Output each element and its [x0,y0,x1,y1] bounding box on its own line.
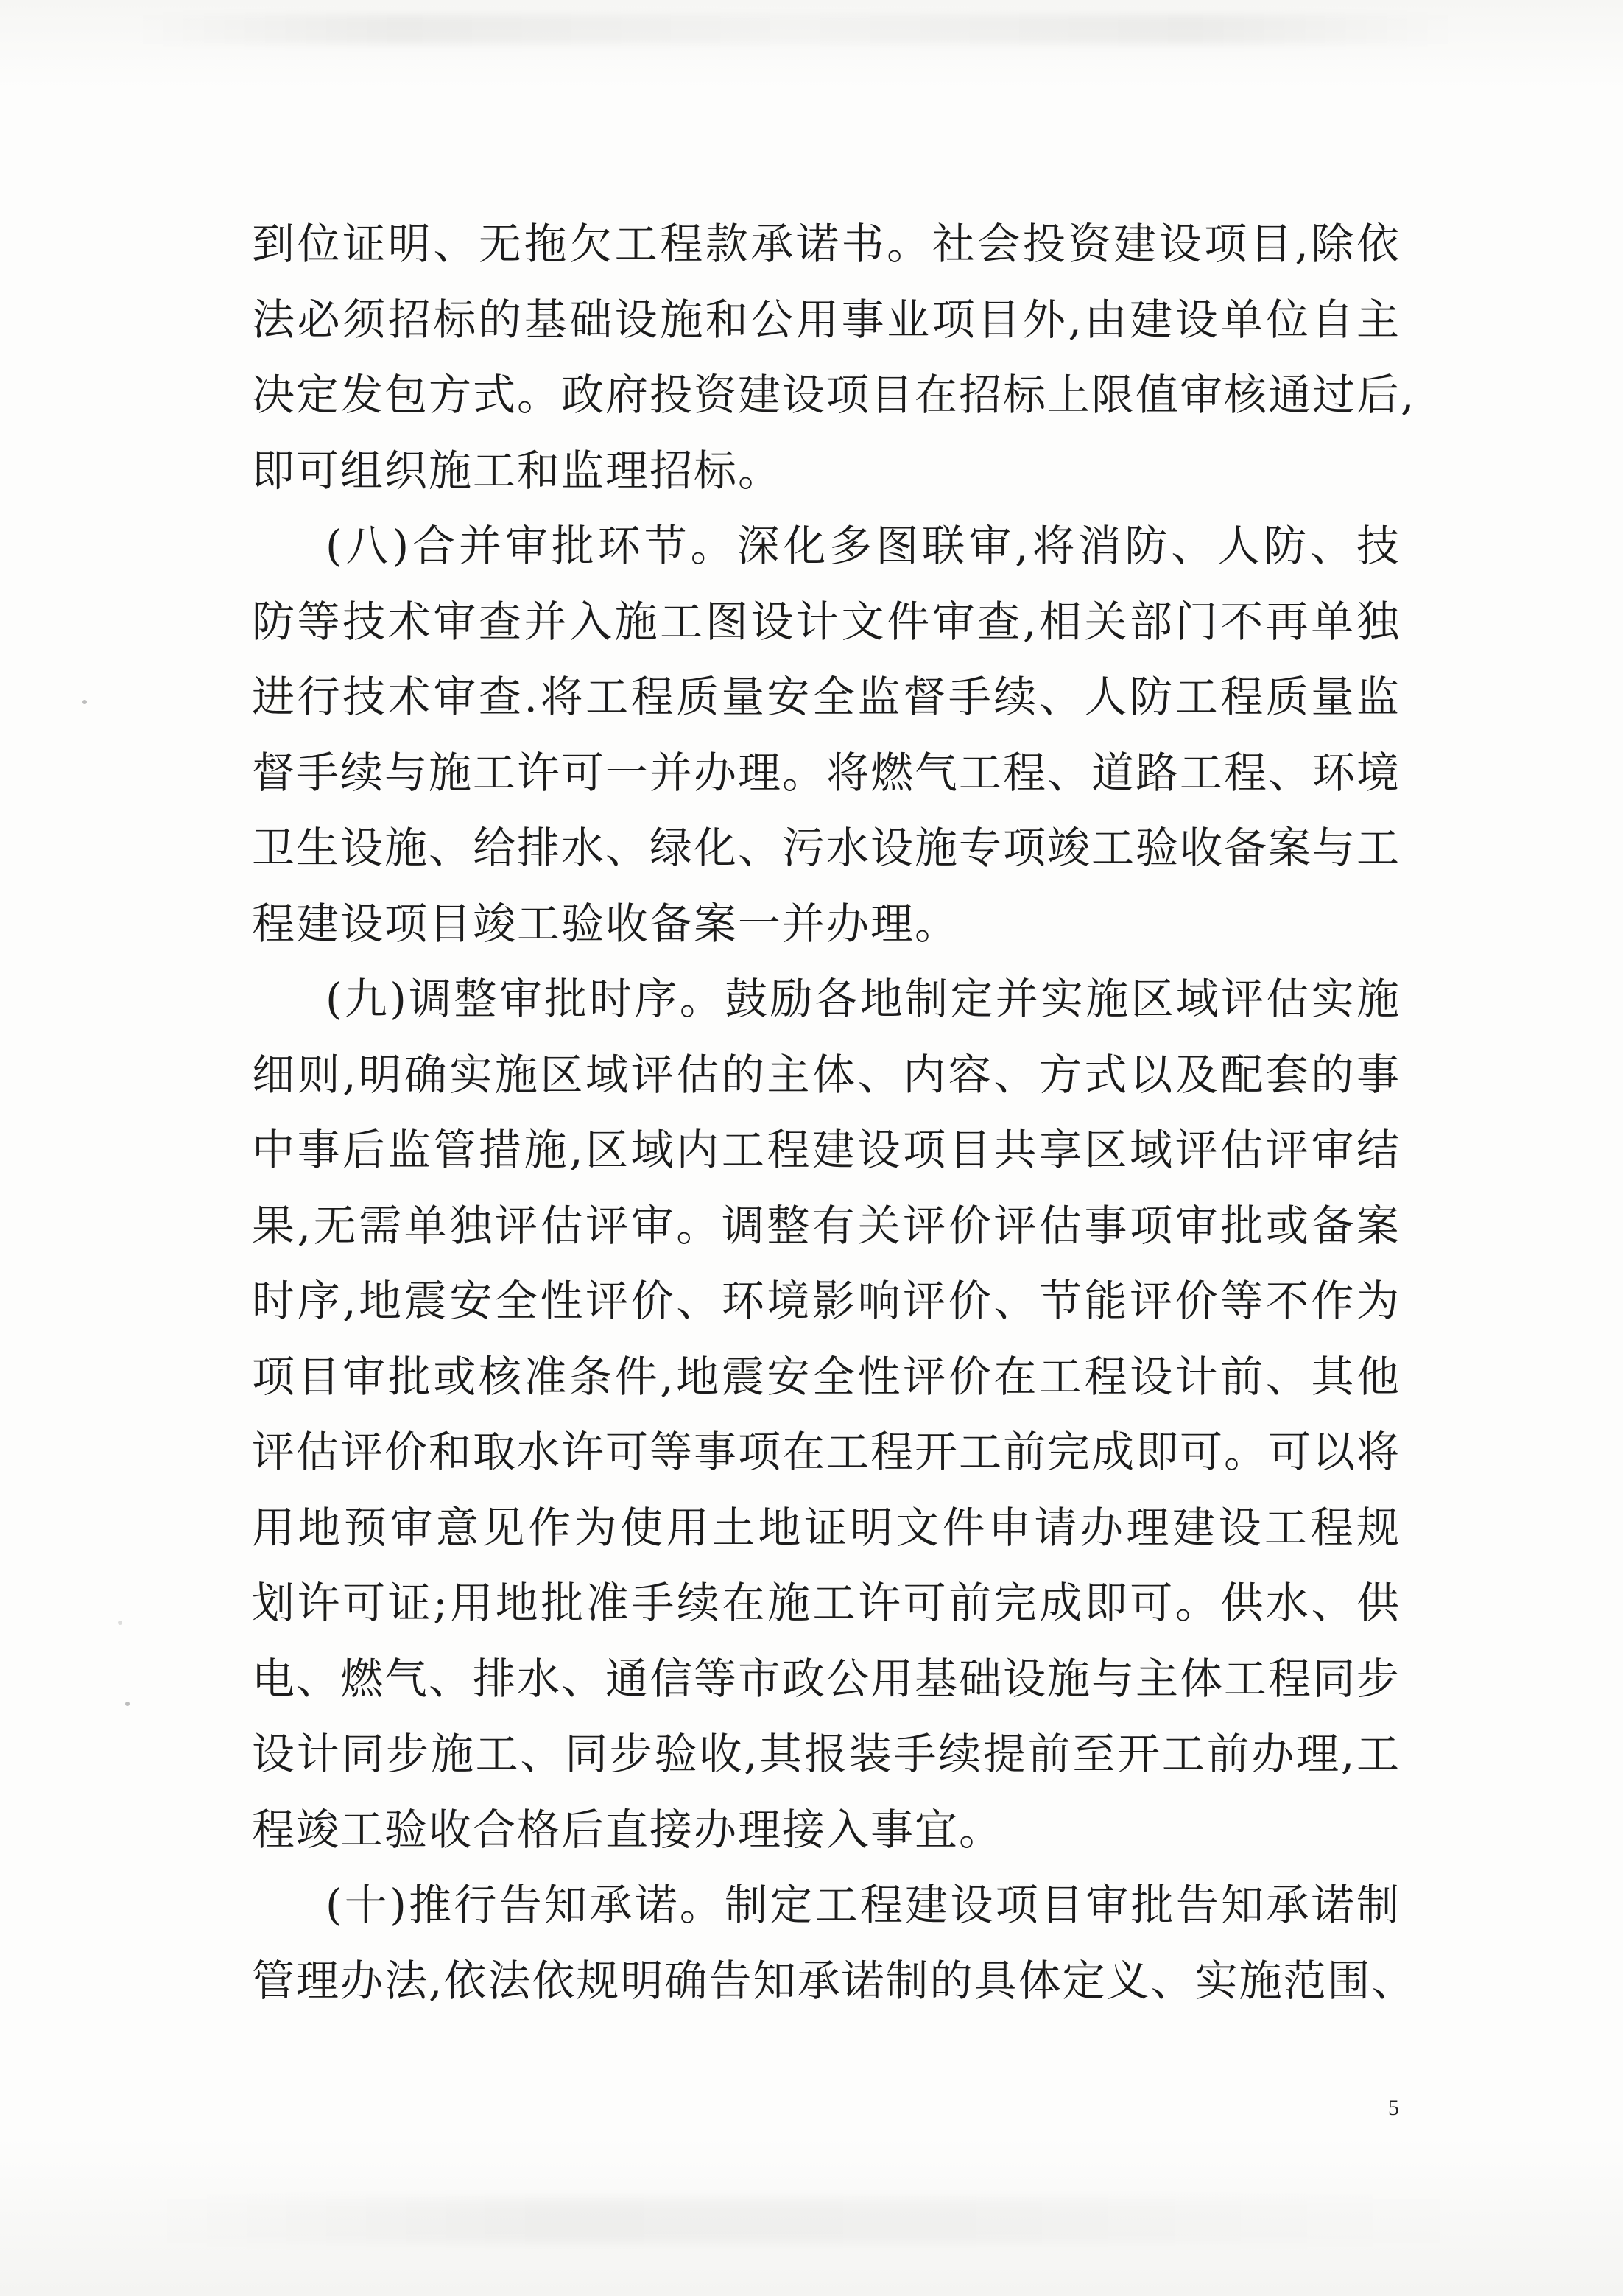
text-line: 用地预审意见作为使用土地证明文件申请办理建设工程规 [252,1502,1401,1553]
text-line: 管理办法,依法依规明确告知承诺制的具体定义、实施范围、 [252,1955,1416,2006]
text-line: 时序,地震安全性评价、环境影响评价、节能评价等不作为 [252,1276,1401,1326]
text-line: 细则,明确实施区域评估的主体、内容、方式以及配套的事 [252,1049,1401,1100]
text-line: 中事后监管措施,区域内工程建设项目共享区域评估评审结 [252,1125,1401,1175]
text-line: 电、燃气、排水、通信等市政公用基础设施与主体工程同步 [252,1653,1401,1704]
page-number: 5 [1388,2096,1399,2120]
text-line: 项目审批或核准条件,地震安全性评价在工程设计前、其他 [252,1351,1401,1402]
text-line: 果,无需单独评估评审。调整有关评价评估事项审批或备案 [252,1200,1401,1251]
text-line: 进行技术审查.将工程质量安全监督手续、人防工程质量监 [252,672,1401,722]
paragraph-section-9 [252,961,1401,1867]
scan-artifact-bottom [147,2199,1473,2243]
text-line: 决定发包方式。政府投资建设项目在招标上限值审核通过后, [252,370,1416,420]
text-line: 督手续与施工许可一并办理。将燃气工程、道路工程、环境 [252,747,1401,798]
section-heading-line: (九)调整审批时序。鼓励各地制定并实施区域评估实施 [325,974,1401,1024]
scan-speck [125,1702,130,1706]
text-line: 设计同步施工、同步验收,其报装手续提前至开工前办理,工 [252,1729,1401,1779]
text-line: 评估评价和取水许可等事项在工程开工前完成即可。可以将 [252,1427,1401,1477]
text-line: 法必须招标的基础设施和公用事业项目外,由建设单位自主 [252,294,1401,345]
text-line: 程竣工验收合格后直接办理接入事宜。 [252,1804,1004,1855]
paragraph-section-10 [252,1867,1416,2018]
section-heading-line: (十)推行告知承诺。制定工程建设项目审批告知承诺制 [325,1880,1401,1930]
text-line: 即可组织施工和监理招标。 [252,445,783,496]
paragraph-continuation [252,206,1416,508]
scan-speck [118,1621,122,1625]
text-line: 到位证明、无拖欠工程款承诺书。社会投资建设项目,除依 [252,219,1401,269]
text-line: 防等技术审查并入施工图设计文件审查,相关部门不再单独 [252,596,1401,647]
document-body [252,206,1416,2018]
text-line: 划许可证;用地批准手续在施工许可前完成即可。供水、供 [252,1578,1401,1628]
section-heading-line: (八)合并审批环节。深化多图联审,将消防、人防、技 [325,521,1401,571]
text-line: 卫生设施、给排水、绿化、污水设施专项竣工验收备案与工 [252,823,1401,873]
paragraph-section-8 [252,508,1401,961]
scan-artifact-top [133,15,1458,44]
scan-speck [82,700,87,704]
text-line: 程建设项目竣工验收备案一并办理。 [252,898,960,949]
